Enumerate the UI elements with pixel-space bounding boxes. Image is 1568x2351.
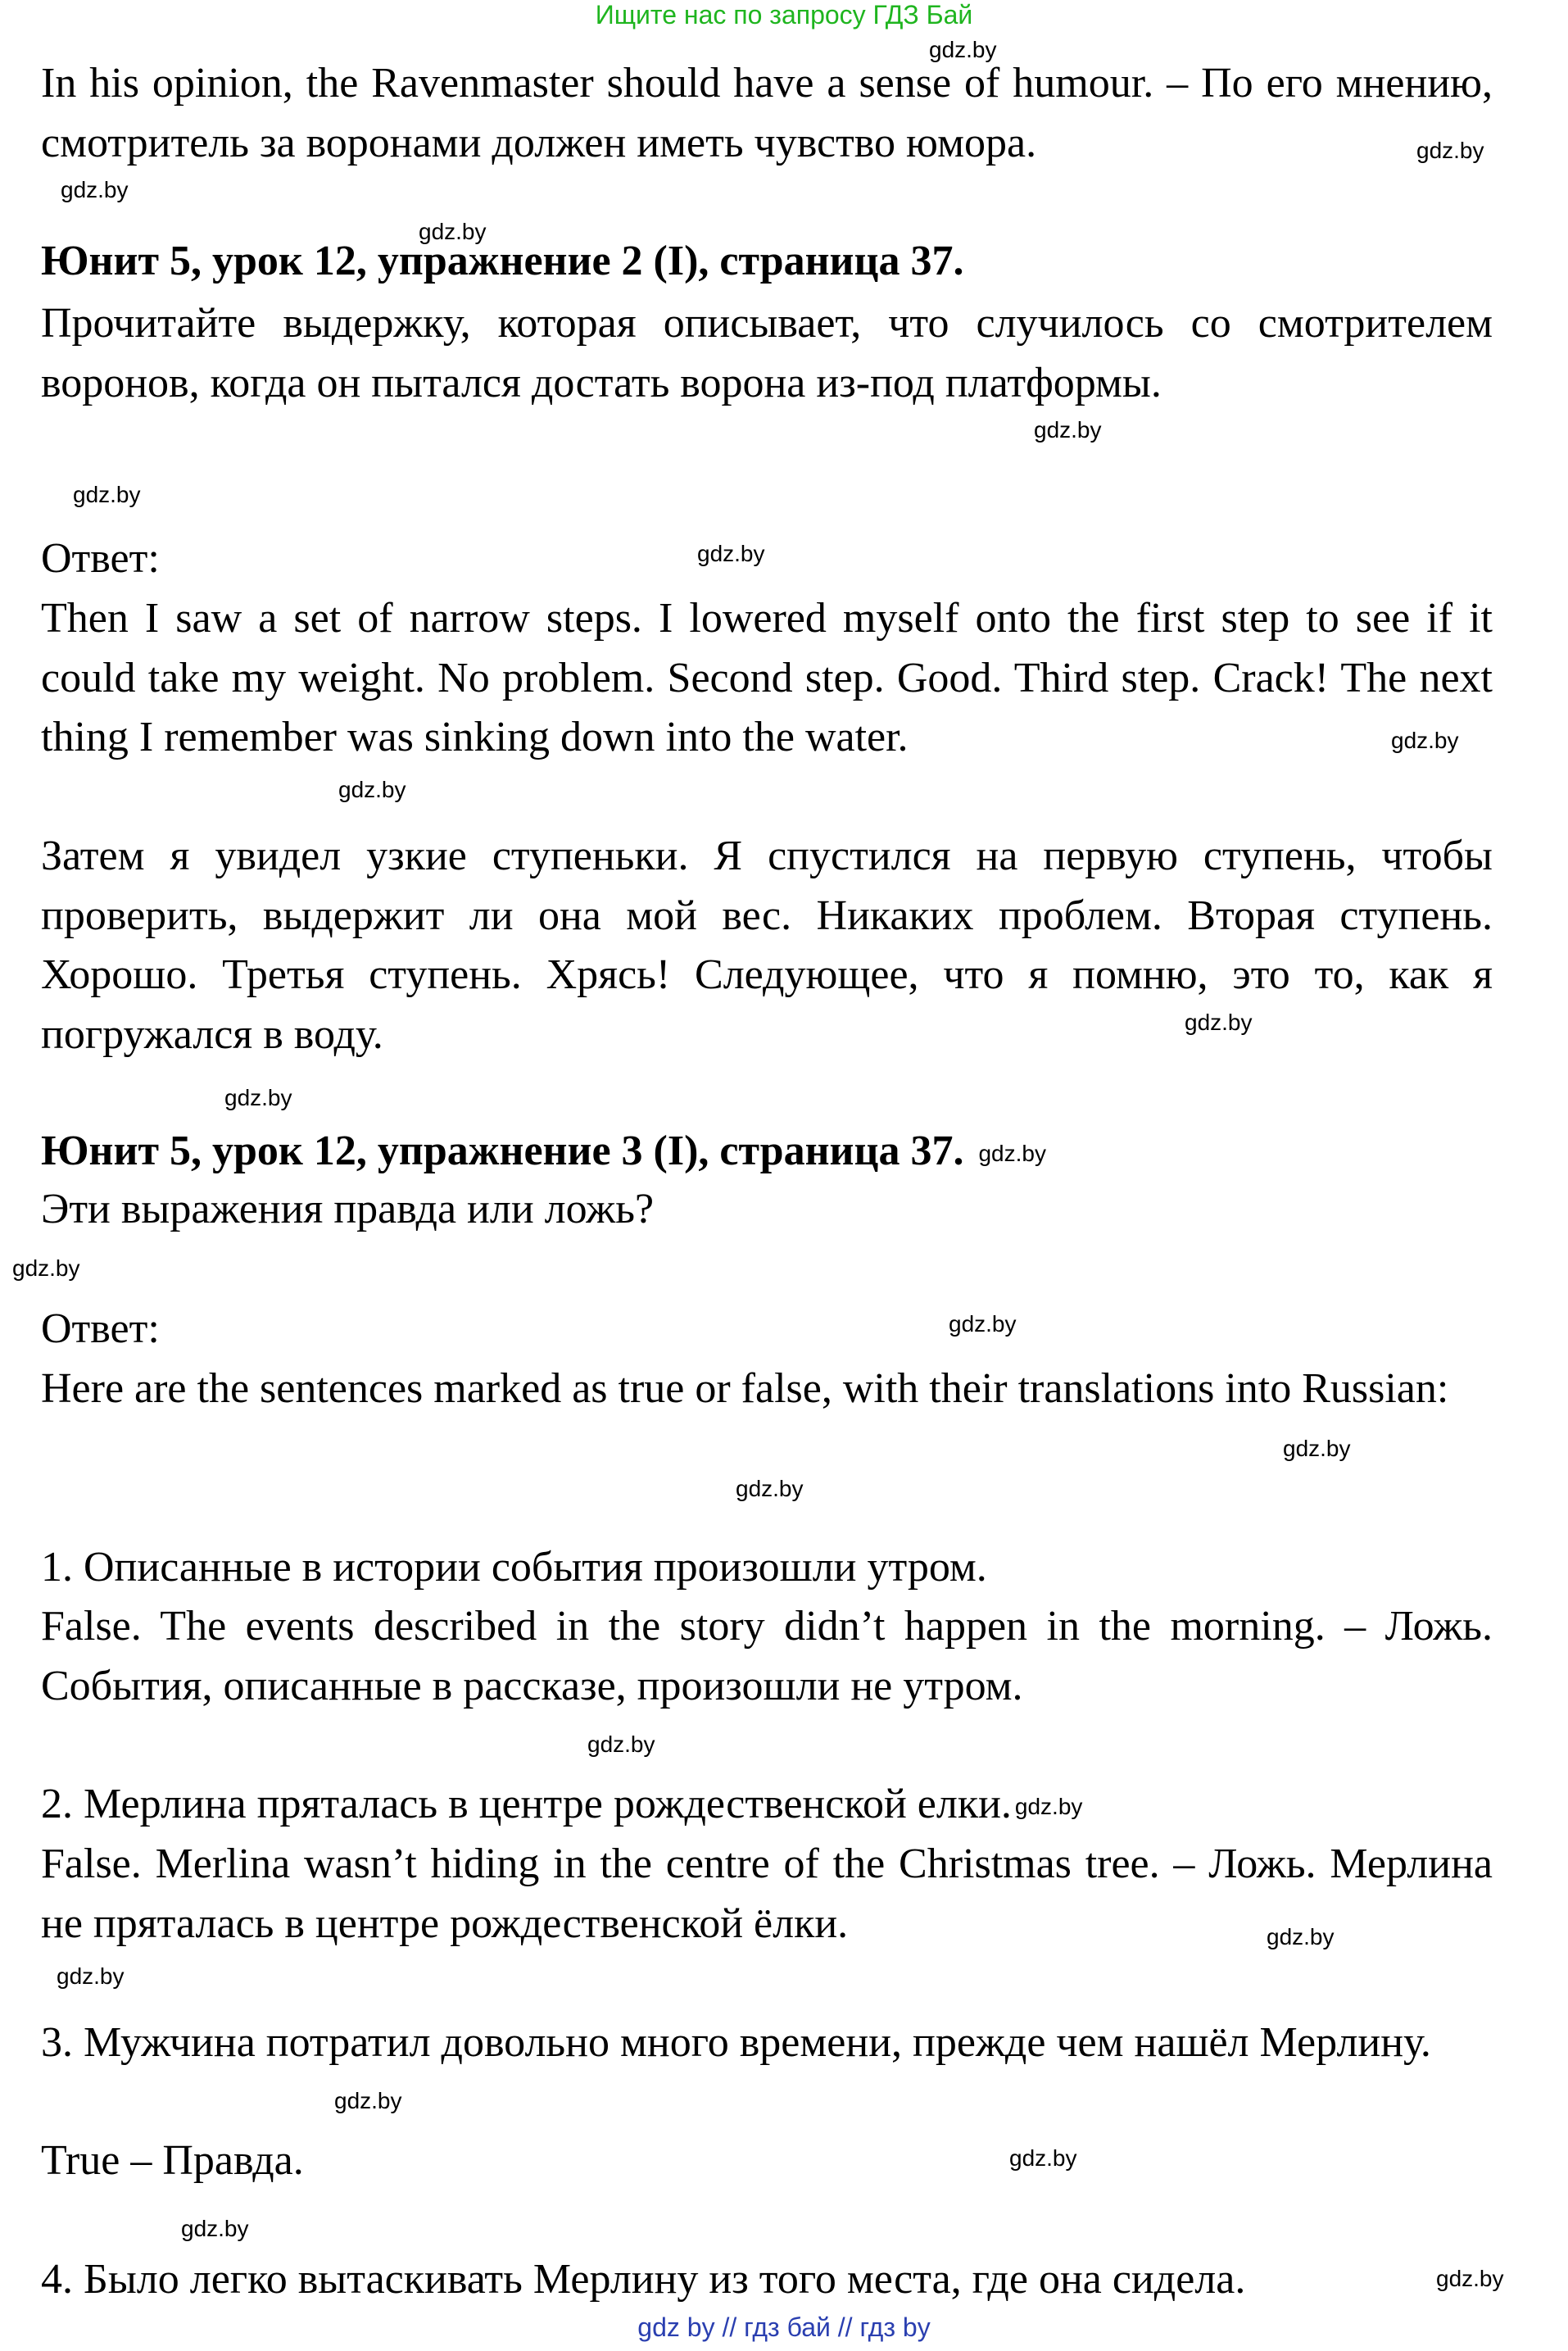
- english-excerpt: Then I saw a set of narrow steps. I lowered myself onto the first step to see if it could take my weight. No problem. Second step. Good. Third step. Crack! The next thing I remember was sinking down into the water.: [41, 595, 1493, 760]
- watermark: gdz.by: [1185, 1010, 1253, 1035]
- answer-1: False. The events described in the story didn’t happen in the morning. – Ложь. События, описанные в рассказе, произошли не утром.: [41, 1603, 1493, 1709]
- heading-exercise-2: Юнит 5, урок 12, упражнение 2 (I), страница 37.: [41, 238, 964, 284]
- russian-excerpt: Затем я увидел узкие ступеньки. Я спустился на первую ступень, чтобы проверить, выдержит ли она мой вес. Никаких проблем. Вторая ступень. Хорошо. Третья ступень. Хрясь! Следующее, что я помню, это то, как я погружался в воду.: [41, 833, 1493, 1058]
- watermark: gdz.by: [587, 1731, 655, 1757]
- question-1: 1. Описанные в истории события произошли утром.: [41, 1544, 987, 1591]
- question-2-text: 2. Мерлина пряталась в центре рождественской елки.: [41, 1781, 1012, 1827]
- watermark: gdz.by: [1416, 138, 1484, 163]
- watermark: gdz.by: [736, 1476, 804, 1501]
- watermark: gdz.by: [181, 2216, 249, 2241]
- watermark: gdz.by: [929, 37, 997, 62]
- answer-label-1: Ответ:: [41, 535, 160, 582]
- answer-2: False. Merlina wasn’t hiding in the centre of the Christmas tree. – Ложь. Мерлина не пряталась в центре рождественской ёлки.: [41, 1840, 1493, 1947]
- answer-intro: Here are the sentences marked as true or false, with their translations into Russian:: [41, 1365, 1449, 1412]
- page-header-banner: Ищите нас по запросу ГДЗ Бай: [595, 0, 973, 30]
- answer-3: True – Правда.: [41, 2137, 304, 2184]
- watermark: gdz.by: [61, 177, 129, 202]
- question-2: [41, 1775, 1493, 1837]
- watermark: gdz.by: [1283, 1436, 1351, 1461]
- watermark: gdz.by: [1267, 1924, 1335, 1949]
- watermark: gdz.by: [334, 2088, 402, 2113]
- watermark: gdz.by: [224, 1085, 292, 1110]
- heading-exercise-3: [41, 1122, 1493, 1184]
- answer-label-2: Ответ:: [41, 1305, 160, 1352]
- watermark-inline-1: gdz.by: [978, 1141, 1046, 1166]
- question-4: 4. Было легко вытаскивать Мерлину из того места, где она сидела.: [41, 2256, 1246, 2303]
- watermark: gdz.by: [697, 541, 765, 566]
- question-3: 3. Мужчина потратил довольно много времени, прежде чем нашёл Мерлину.: [41, 2019, 1431, 2066]
- watermark: gdz.by: [1436, 2266, 1504, 2291]
- watermark: gdz.by: [73, 482, 141, 507]
- heading-exercise-3-text: Юнит 5, урок 12, упражнение 3 (I), страница 37.: [41, 1128, 964, 1174]
- watermark: gdz.by: [57, 1963, 125, 1989]
- watermark: gdz.by: [1009, 2145, 1077, 2171]
- watermark: gdz.by: [419, 219, 487, 244]
- paragraph-opinion: In his opinion, the Ravenmaster should have a sense of humour. – По его мнению, смотритель за воронами должен иметь чувство юмора.: [41, 60, 1493, 166]
- watermark: gdz.by: [1391, 728, 1459, 753]
- watermark-inline-2: gdz.by: [1014, 1794, 1083, 1819]
- exercise-3-task: Эти выражения правда или ложь?: [41, 1186, 655, 1232]
- exercise-2-task: Прочитайте выдержку, которая описывает, что случилось со смотрителем воронов, когда он пытался достать ворона из-под платформы.: [41, 300, 1493, 406]
- watermark: gdz.by: [949, 1311, 1017, 1337]
- watermark: gdz.by: [338, 777, 406, 802]
- page-footer-banner: gdz by // гдз бай // гдз by: [637, 2312, 931, 2342]
- watermark: gdz.by: [12, 1255, 80, 1281]
- watermark: gdz.by: [1034, 417, 1102, 443]
